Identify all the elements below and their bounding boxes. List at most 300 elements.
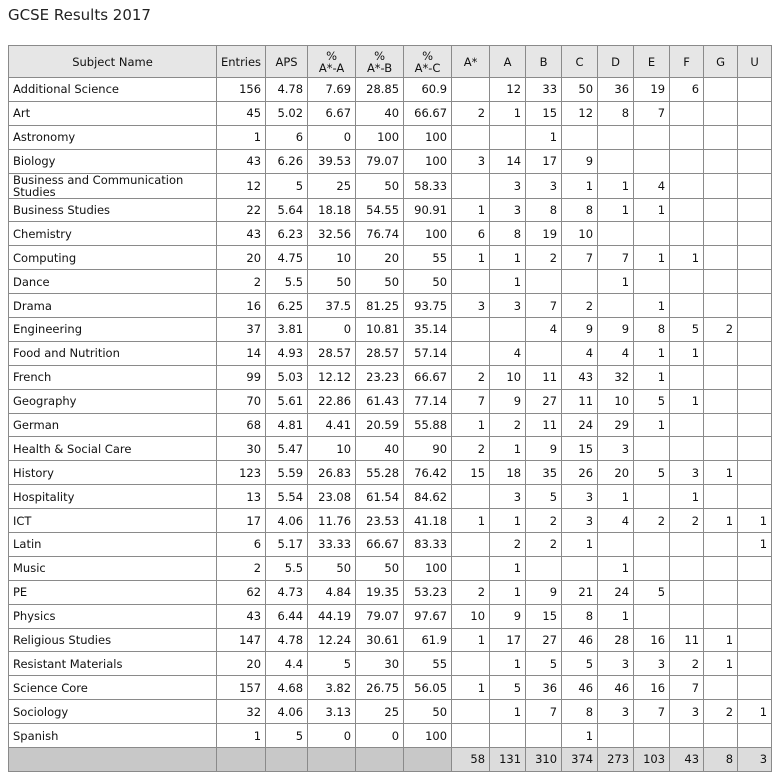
value-cell: 36 (526, 676, 562, 700)
value-cell: 3 (490, 198, 526, 222)
value-cell (738, 389, 772, 413)
value-cell (738, 294, 772, 318)
value-cell: 1 (452, 198, 490, 222)
value-cell: 11 (526, 365, 562, 389)
value-cell: 7 (670, 676, 704, 700)
value-cell: 4.68 (266, 676, 308, 700)
value-cell: 2 (452, 437, 490, 461)
table-row (9, 604, 772, 628)
value-cell: 10 (452, 604, 490, 628)
subject-name-cell: Business and Communication Studies (9, 173, 217, 198)
value-cell: 55.88 (404, 413, 452, 437)
results-table (8, 45, 772, 772)
value-cell: 5 (266, 173, 308, 198)
value-cell (738, 101, 772, 125)
value-cell: 1 (634, 246, 670, 270)
value-cell: 1 (217, 125, 266, 149)
value-cell: 16 (634, 676, 670, 700)
value-cell (704, 173, 738, 198)
subject-name-cell: Food and Nutrition (9, 341, 217, 365)
value-cell (452, 700, 490, 724)
value-cell (670, 198, 704, 222)
value-cell: 5.5 (266, 556, 308, 580)
value-cell: 3 (490, 294, 526, 318)
value-cell: 4.73 (266, 580, 308, 604)
value-cell: 3 (670, 700, 704, 724)
value-cell: 4.93 (266, 341, 308, 365)
value-cell (598, 125, 634, 149)
value-cell: 10 (562, 222, 598, 246)
value-cell: 19.35 (356, 580, 404, 604)
value-cell: 68 (217, 413, 266, 437)
value-cell (704, 198, 738, 222)
value-cell: 20 (356, 246, 404, 270)
value-cell (634, 724, 670, 748)
value-cell: 5.17 (266, 533, 308, 557)
value-cell (738, 149, 772, 173)
subject-name-cell: Drama (9, 294, 217, 318)
value-cell: 35.14 (404, 318, 452, 342)
value-cell (704, 365, 738, 389)
value-cell (562, 125, 598, 149)
value-cell: 2 (704, 318, 738, 342)
value-cell: 83.33 (404, 533, 452, 557)
value-cell: 3 (452, 294, 490, 318)
value-cell (452, 341, 490, 365)
value-cell (670, 149, 704, 173)
value-cell: 9 (526, 437, 562, 461)
value-cell: 24 (598, 580, 634, 604)
value-cell: 0 (308, 318, 356, 342)
value-cell: 7.69 (308, 78, 356, 102)
value-cell: 10 (598, 389, 634, 413)
value-cell: 46 (562, 676, 598, 700)
table-row (9, 318, 772, 342)
subject-name-cell: History (9, 461, 217, 485)
value-cell: 37.5 (308, 294, 356, 318)
value-cell: 97.67 (404, 604, 452, 628)
value-cell: 1 (598, 556, 634, 580)
table-row (9, 125, 772, 149)
value-cell: 3 (562, 509, 598, 533)
header-row (9, 46, 772, 78)
subject-name-cell: PE (9, 580, 217, 604)
value-cell: 6 (452, 222, 490, 246)
value-cell: 1 (738, 700, 772, 724)
table-row (9, 724, 772, 748)
value-cell: 9 (490, 389, 526, 413)
value-cell: 1 (490, 509, 526, 533)
value-cell (738, 341, 772, 365)
value-cell: 9 (562, 318, 598, 342)
value-cell: 15 (452, 461, 490, 485)
totals-blank-cell (308, 748, 356, 772)
value-cell: 32.56 (308, 222, 356, 246)
value-cell: 36 (598, 78, 634, 102)
value-cell: 8 (526, 198, 562, 222)
table-row (9, 294, 772, 318)
value-cell: 0 (308, 724, 356, 748)
value-cell: 157 (217, 676, 266, 700)
value-cell (670, 294, 704, 318)
value-cell (704, 246, 738, 270)
value-cell: 43 (562, 365, 598, 389)
table-row (9, 485, 772, 509)
value-cell: 1 (704, 628, 738, 652)
value-cell: 5.5 (266, 270, 308, 294)
value-cell: 40 (356, 437, 404, 461)
value-cell: 2 (562, 294, 598, 318)
value-cell: 1 (526, 125, 562, 149)
subject-name-cell: Additional Science (9, 78, 217, 102)
value-cell: 1 (634, 365, 670, 389)
value-cell: 9 (562, 149, 598, 173)
column-header: % A*-A (308, 46, 356, 78)
value-cell: 1 (634, 341, 670, 365)
subject-name-cell: Physics (9, 604, 217, 628)
value-cell: 40 (356, 101, 404, 125)
value-cell: 15 (526, 604, 562, 628)
value-cell (670, 270, 704, 294)
value-cell: 50 (356, 173, 404, 198)
table-row (9, 413, 772, 437)
value-cell: 5.47 (266, 437, 308, 461)
column-header: C (562, 46, 598, 78)
value-cell: 100 (404, 149, 452, 173)
value-cell (670, 604, 704, 628)
value-cell: 6 (670, 78, 704, 102)
value-cell: 3 (490, 173, 526, 198)
value-cell: 56.05 (404, 676, 452, 700)
value-cell (738, 485, 772, 509)
value-cell: 21 (562, 580, 598, 604)
value-cell: 3 (598, 652, 634, 676)
table-row (9, 270, 772, 294)
column-header: U (738, 46, 772, 78)
value-cell: 11 (526, 413, 562, 437)
total-value-cell: 103 (634, 748, 670, 772)
value-cell: 2 (526, 533, 562, 557)
value-cell: 18.18 (308, 198, 356, 222)
value-cell (704, 222, 738, 246)
value-cell: 4.75 (266, 246, 308, 270)
value-cell (452, 173, 490, 198)
value-cell (704, 78, 738, 102)
value-cell: 58.33 (404, 173, 452, 198)
value-cell: 6.25 (266, 294, 308, 318)
value-cell (490, 724, 526, 748)
value-cell: 61.43 (356, 389, 404, 413)
value-cell (738, 604, 772, 628)
value-cell: 12 (562, 101, 598, 125)
value-cell: 7 (634, 101, 670, 125)
value-cell: 8 (562, 604, 598, 628)
value-cell: 62 (217, 580, 266, 604)
value-cell (526, 724, 562, 748)
total-value-cell: 58 (452, 748, 490, 772)
value-cell: 20 (217, 652, 266, 676)
value-cell: 10 (308, 246, 356, 270)
subject-name-cell: Health & Social Care (9, 437, 217, 461)
value-cell (670, 724, 704, 748)
value-cell: 1 (452, 676, 490, 700)
value-cell (598, 222, 634, 246)
subject-name-cell: Geography (9, 389, 217, 413)
value-cell: 30 (356, 652, 404, 676)
value-cell: 55 (404, 652, 452, 676)
value-cell: 46 (598, 676, 634, 700)
value-cell: 8 (490, 222, 526, 246)
value-cell: 55.28 (356, 461, 404, 485)
value-cell: 30 (217, 437, 266, 461)
subject-name-cell: French (9, 365, 217, 389)
value-cell: 28.57 (356, 341, 404, 365)
value-cell: 1 (670, 389, 704, 413)
value-cell (738, 246, 772, 270)
column-header: D (598, 46, 634, 78)
value-cell: 77.14 (404, 389, 452, 413)
value-cell: 5.02 (266, 101, 308, 125)
value-cell: 23.53 (356, 509, 404, 533)
value-cell: 3 (634, 652, 670, 676)
total-value-cell: 310 (526, 748, 562, 772)
value-cell: 6.67 (308, 101, 356, 125)
value-cell: 50 (356, 270, 404, 294)
value-cell: 79.07 (356, 604, 404, 628)
value-cell: 1 (634, 198, 670, 222)
value-cell: 100 (404, 222, 452, 246)
table-row (9, 173, 772, 198)
value-cell: 23.08 (308, 485, 356, 509)
table-row (9, 580, 772, 604)
value-cell: 5.61 (266, 389, 308, 413)
value-cell: 2 (452, 580, 490, 604)
column-header: F (670, 46, 704, 78)
value-cell (634, 270, 670, 294)
value-cell (598, 294, 634, 318)
column-header: Entries (217, 46, 266, 78)
value-cell (452, 270, 490, 294)
table-row (9, 365, 772, 389)
value-cell: 100 (404, 724, 452, 748)
value-cell: 2 (526, 509, 562, 533)
value-cell: 5 (526, 652, 562, 676)
column-header: APS (266, 46, 308, 78)
value-cell: 1 (490, 246, 526, 270)
value-cell: 57.14 (404, 341, 452, 365)
value-cell: 4 (562, 341, 598, 365)
value-cell: 20 (217, 246, 266, 270)
value-cell: 2 (452, 101, 490, 125)
value-cell: 43 (217, 604, 266, 628)
value-cell (738, 125, 772, 149)
value-cell: 5.03 (266, 365, 308, 389)
value-cell (738, 173, 772, 198)
column-header: % A*-B (356, 46, 404, 78)
value-cell: 19 (634, 78, 670, 102)
value-cell: 5.59 (266, 461, 308, 485)
value-cell: 2 (490, 413, 526, 437)
value-cell: 81.25 (356, 294, 404, 318)
subject-name-cell: Biology (9, 149, 217, 173)
value-cell (738, 222, 772, 246)
value-cell: 29 (598, 413, 634, 437)
value-cell: 20.59 (356, 413, 404, 437)
value-cell: 3 (598, 437, 634, 461)
value-cell: 1 (704, 652, 738, 676)
value-cell: 1 (490, 270, 526, 294)
value-cell: 28.57 (308, 341, 356, 365)
value-cell: 123 (217, 461, 266, 485)
value-cell (634, 222, 670, 246)
value-cell (738, 556, 772, 580)
table-row (9, 437, 772, 461)
value-cell: 27 (526, 628, 562, 652)
value-cell: 4 (598, 509, 634, 533)
subject-name-cell: Resistant Materials (9, 652, 217, 676)
value-cell: 99 (217, 365, 266, 389)
value-cell: 5 (634, 580, 670, 604)
value-cell: 20 (598, 461, 634, 485)
subject-name-cell: Engineering (9, 318, 217, 342)
value-cell (704, 270, 738, 294)
value-cell: 61.9 (404, 628, 452, 652)
subject-name-cell: Religious Studies (9, 628, 217, 652)
value-cell (634, 604, 670, 628)
value-cell: 61.54 (356, 485, 404, 509)
totals-row (9, 748, 772, 772)
value-cell: 16 (634, 628, 670, 652)
total-value-cell: 273 (598, 748, 634, 772)
value-cell (704, 556, 738, 580)
value-cell (738, 270, 772, 294)
value-cell: 100 (356, 125, 404, 149)
value-cell (634, 556, 670, 580)
value-cell: 30.61 (356, 628, 404, 652)
value-cell: 17 (490, 628, 526, 652)
value-cell: 43 (217, 222, 266, 246)
value-cell: 6.23 (266, 222, 308, 246)
value-cell: 1 (562, 533, 598, 557)
value-cell: 25 (308, 173, 356, 198)
subject-name-cell: Latin (9, 533, 217, 557)
value-cell: 1 (598, 604, 634, 628)
value-cell: 43 (217, 149, 266, 173)
value-cell: 4.81 (266, 413, 308, 437)
value-cell: 8 (562, 198, 598, 222)
value-cell: 1 (490, 101, 526, 125)
value-cell: 3 (526, 173, 562, 198)
value-cell: 2 (670, 652, 704, 676)
value-cell: 5 (562, 652, 598, 676)
subject-name-cell: Business Studies (9, 198, 217, 222)
value-cell (670, 173, 704, 198)
value-cell: 1 (670, 341, 704, 365)
value-cell: 50 (308, 270, 356, 294)
value-cell: 3 (452, 149, 490, 173)
value-cell (452, 318, 490, 342)
value-cell: 1 (738, 533, 772, 557)
total-value-cell: 374 (562, 748, 598, 772)
value-cell (738, 413, 772, 437)
value-cell: 39.53 (308, 149, 356, 173)
value-cell: 45 (217, 101, 266, 125)
value-cell: 12.24 (308, 628, 356, 652)
value-cell: 1 (598, 173, 634, 198)
value-cell (704, 580, 738, 604)
value-cell (670, 580, 704, 604)
value-cell (738, 365, 772, 389)
table-row (9, 509, 772, 533)
value-cell: 24 (562, 413, 598, 437)
value-cell: 7 (562, 246, 598, 270)
value-cell (670, 533, 704, 557)
value-cell (452, 724, 490, 748)
value-cell: 5 (634, 461, 670, 485)
value-cell (670, 222, 704, 246)
value-cell (704, 149, 738, 173)
value-cell: 1 (490, 580, 526, 604)
value-cell: 147 (217, 628, 266, 652)
value-cell: 46 (562, 628, 598, 652)
value-cell (562, 556, 598, 580)
value-cell (704, 341, 738, 365)
table-row (9, 700, 772, 724)
value-cell: 1 (452, 509, 490, 533)
value-cell: 9 (490, 604, 526, 628)
value-cell: 7 (634, 700, 670, 724)
value-cell: 4 (634, 173, 670, 198)
value-cell: 84.62 (404, 485, 452, 509)
value-cell (704, 413, 738, 437)
subject-name-cell: ICT (9, 509, 217, 533)
value-cell (738, 676, 772, 700)
value-cell: 33.33 (308, 533, 356, 557)
value-cell: 50 (308, 556, 356, 580)
value-cell: 1 (490, 556, 526, 580)
value-cell: 1 (217, 724, 266, 748)
value-cell: 32 (217, 700, 266, 724)
value-cell: 11.76 (308, 509, 356, 533)
value-cell: 4.06 (266, 509, 308, 533)
value-cell: 8 (598, 101, 634, 125)
value-cell: 3 (490, 485, 526, 509)
value-cell (670, 365, 704, 389)
value-cell: 1 (670, 485, 704, 509)
value-cell (452, 78, 490, 102)
value-cell (452, 485, 490, 509)
value-cell (738, 198, 772, 222)
value-cell: 70 (217, 389, 266, 413)
value-cell (562, 270, 598, 294)
value-cell: 1 (452, 413, 490, 437)
value-cell: 22.86 (308, 389, 356, 413)
value-cell (670, 125, 704, 149)
value-cell: 12 (490, 78, 526, 102)
table-row (9, 198, 772, 222)
value-cell: 28 (598, 628, 634, 652)
value-cell (738, 437, 772, 461)
value-cell: 90 (404, 437, 452, 461)
total-value-cell: 3 (738, 748, 772, 772)
value-cell: 19 (526, 222, 562, 246)
value-cell (738, 318, 772, 342)
totals-blank-cell (404, 748, 452, 772)
value-cell: 1 (562, 173, 598, 198)
totals-blank-cell (266, 748, 308, 772)
subject-name-cell: Science Core (9, 676, 217, 700)
value-cell: 1 (598, 485, 634, 509)
